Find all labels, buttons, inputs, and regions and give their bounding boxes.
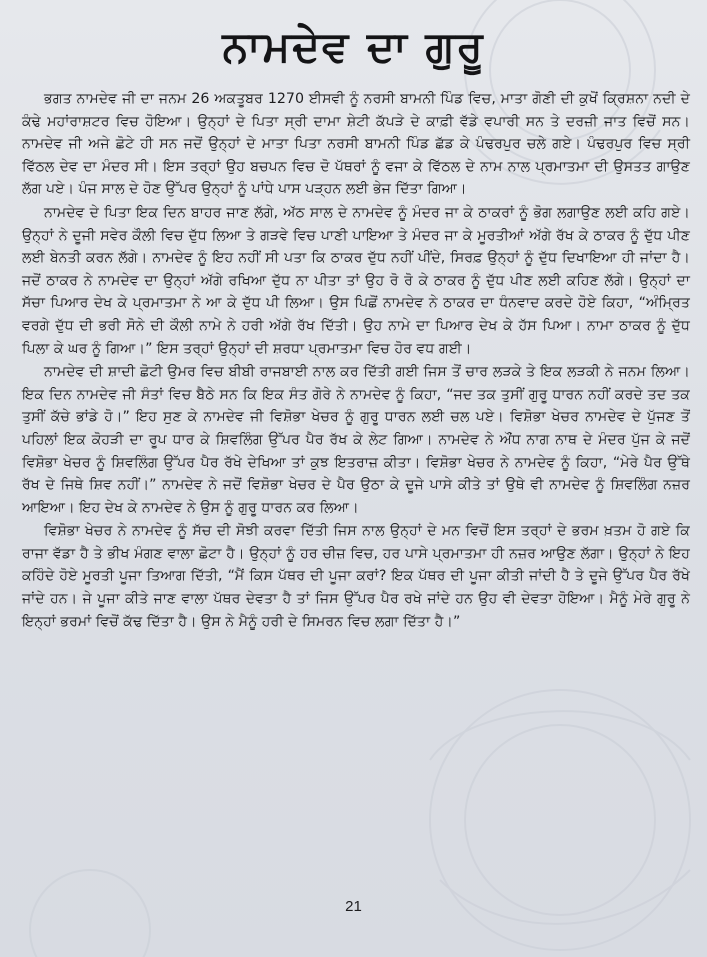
paragraph: ਨਾਮਦੇਵ ਦੇ ਪਿਤਾ ਇਕ ਦਿਨ ਬਾਹਰ ਜਾਣ ਲੱਗੇ, ਅੱਠ ਸਾਲ ਦੇ ਨਾਮਦੇਵ ਨੂੰ ਮੰਦਰ ਜਾ ਕੇ ਠਾਕਰਾਂ ਨੂੰ ਭੋਗ ਲਗਾਉਣ ਲਈ ਕਹਿ ਗਏ। ਉਨ੍ਹਾਂ ਨੇ ਦੂਜੀ ਸਵੇਰ ਕੌਲੀ ਵਿਚ ਦੁੱਧ ਲਿਆ ਤੇ ਗੜਵੇ ਵਿਚ ਪਾਣੀ ਪਾਇਆ ਤੇ ਮੰਦਰ ਜਾ ਕੇ ਮੂਰਤੀਆਂ ਅੱਗੇ ਰੱਖ ਕੇ ਠਾਕਰ ਨੂੰ ਦੁੱਧ ਪੀਣ ਲਈ ਬੇਨਤੀ ਕਰਨ ਲੱਗੇ। ਨਾਮਦੇਵ ਨੂੰ ਇਹ ਨਹੀਂ ਸੀ ਪਤਾ ਕਿ ਠਾਕਰ ਦੁੱਧ ਨਹੀਂ ਪੀਂਦੇ, ਸਿਰਫ਼ ਉਨ੍ਹਾਂ ਨੂੰ ਦੁੱਧ ਦਿਖਾਇਆ ਹੀ ਜਾਂਦਾ ਹੈ। ਜਦੋਂ ਠਾਕਰ ਨੇ ਨਾਮਦੇਵ ਦਾ ਉਨ੍ਹਾਂ ਅੱਗੇ ਰਖਿਆ ਦੁੱਧ ਨਾ ਪੀਤਾ ਤਾਂ ਉਹ ਰੋ ਰੋ ਕੇ ਠਾਕਰ ਨੂੰ ਦੁੱਧ ਪੀਣ ਲਈ ਕਹਿਣ ਲੱਗੇ। ਉਨ੍ਹਾਂ ਦਾ ਸੱਚਾ ਪਿਆਰ ਦੇਖ ਕੇ ਪ੍ਰਮਾਤਮਾ ਨੇ ਆ ਕੇ ਦੁੱਧ ਪੀ ਲਿਆ। ਉਸ ਪਿਛੋਂ ਨਾਮਦੇਵ ਨੇ ਠਾਕਰ ਦਾ ਧੰਨਵਾਦ ਕਰਦੇ ਹੋਏ ਕਿਹਾ, “ਅੰਮ੍ਰਿਤ ਵਰਗੇ ਦੁੱਧ ਦੀ ਭਰੀ ਸੋਨੇ ਦੀ ਕੌਲੀ ਨਾਮੇ ਨੇ ਹਰੀ ਅੱਗੇ ਰੱਖ ਦਿੱਤੀ। ਉਹ ਨਾਮੇ ਦਾ ਪਿਆਰ ਦੇਖ ਕੇ ਹੱਸ ਪਿਆ। ਨਾਮਾ ਠਾਕਰ ਨੂੰ ਦੁੱਧ ਪਿਲਾ ਕੇ ਘਰ ਨੂੰ ਗਿਆ।” ਇਸ ਤਰ੍ਹਾਂ ਉਨ੍ਹਾਂ ਦੀ ਸ਼ਰਧਾ ਪ੍ਰਮਾਤਮਾ ਵਿਚ ਹੋਰ ਵਧ ਗਈ। (22, 204, 690, 357)
paragraph: ਵਿਸ਼ੋਭਾ ਖੇਚਰ ਨੇ ਨਾਮਦੇਵ ਨੂੰ ਸੱਚ ਦੀ ਸੋਝੀ ਕਰਵਾ ਦਿੱਤੀ ਜਿਸ ਨਾਲ ਉਨ੍ਹਾਂ ਦੇ ਮਨ ਵਿਚੋਂ ਇਸ ਤਰ੍ਹਾਂ ਦੇ ਭਰਮ ਖ਼ਤਮ ਹੋ ਗਏ ਕਿ ਰਾਜਾ ਵੱਡਾ ਹੈ ਤੇ ਭੀਖ ਮੰਗਣ ਵਾਲਾ ਛੋਟਾ ਹੈ। ਉਨ੍ਹਾਂ ਨੂੰ ਹਰ ਚੀਜ਼ ਵਿਚ, ਹਰ ਪਾਸੇ ਪ੍ਰਮਾਤਮਾ ਹੀ ਨਜ਼ਰ ਆਉਣ ਲੱਗਾ। ਉਨ੍ਹਾਂ ਨੇ ਇਹ ਕਹਿੰਦੇ ਹੋਏ ਮੂਰਤੀ ਪੂਜਾ ਤਿਆਗ ਦਿੱਤੀ, “ਮੈਂ ਕਿਸ ਪੱਥਰ ਦੀ ਪੂਜਾ ਕਰਾਂ? ਇਕ ਪੱਥਰ ਦੀ ਪੂਜਾ ਕੀਤੀ ਜਾਂਦੀ ਹੈ ਤੇ ਦੂਜੇ ਉੱਪਰ ਪੈਰ ਰੱਖੇ ਜਾਂਦੇ ਹਨ। ਜੇ ਪੂਜਾ ਕੀਤੇ ਜਾਣ ਵਾਲਾ ਪੱਥਰ ਦੇਵਤਾ ਹੈ ਤਾਂ ਜਿਸ ਉੱਪਰ ਪੈਰ ਰਖੇ ਜਾਂਦੇ ਹਨ ਉਹ ਵੀ ਦੇਵਤਾ ਹੋਇਆ। ਮੈਨੂੰ ਮੇਰੇ ਗੁਰੂ ਨੇ ਇਨ੍ਹਾਂ ਭਰਮਾਂ ਵਿਚੋਂ ਕੱਢ ਦਿੱਤਾ ਹੈ। ਉਸ ਨੇ ਮੈਨੂੰ ਹਰੀ ਦੇ ਸਿਮਰਨ ਵਿਚ ਲਗਾ ਦਿੱਤਾ ਹੈ।” (22, 523, 690, 630)
page-title: ਨਾਮਦੇਵ ਦਾ ਗੁਰੂ (222, 22, 485, 71)
paragraph: ਨਾਮਦੇਵ ਦੀ ਸ਼ਾਦੀ ਛੋਟੀ ਉਮਰ ਵਿਚ ਬੀਬੀ ਰਾਜਬਾਈ ਨਾਲ ਕਰ ਦਿੱਤੀ ਗਈ ਜਿਸ ਤੋਂ ਚਾਰ ਲੜਕੇ ਤੇ ਇਕ ਲੜਕੀ ਨੇ ਜਨਮ ਲਿਆ। ਇਕ ਦਿਨ ਨਾਮਦੇਵ ਜੀ ਸੰਤਾਂ ਵਿਚ ਬੈਠੇ ਸਨ ਕਿ ਇਕ ਸੰਤ ਗੋਰੇ ਨੇ ਨਾਮਦੇਵ ਨੂੰ ਕਿਹਾ, “ਜਦ ਤਕ ਤੁਸੀਂ ਗੁਰੂ ਧਾਰਨ ਨਹੀਂ ਕਰਦੇ ਤਦ ਤਕ ਤੁਸੀਂ ਕੱਚੇ ਭਾਂਡੇ ਹੋ।” ਇਹ ਸੁਣ ਕੇ ਨਾਮਦੇਵ ਜੀ ਵਿਸ਼ੋਭਾ ਖੇਚਰ ਨੂੰ ਗੁਰੂ ਧਾਰਨ ਲਈ ਚਲ ਪਏ। ਵਿਸ਼ੋਭਾ ਖੇਚਰ ਨਾਮਦੇਵ ਦੇ ਪੁੱਜਣ ਤੋਂ ਪਹਿਲਾਂ ਇਕ ਕੋਹੜੀ ਦਾ ਰੂਪ ਧਾਰ ਕੇ ਸ਼ਿਵਲਿੰਗ ਉੱਪਰ ਪੈਰ ਰੱਖ ਕੇ ਲੇਟ ਗਿਆ। ਨਾਮਦੇਵ ਨੇ ਔਂਧ ਨਾਗ ਨਾਥ ਦੇ ਮੰਦਰ ਪੁੱਜ ਕੇ ਜਦੋਂ ਵਿਸ਼ੋਭਾ ਖੇਚਰ ਨੂੰ ਸ਼ਿਵਲਿੰਗ ਉੱਪਰ ਪੈਰ ਰੱਖੇ ਦੇਖਿਆ ਤਾਂ ਕੁਝ ਇਤਰਾਜ਼ ਕੀਤਾ। ਵਿਸ਼ੋਭਾ ਖੇਚਰ ਨੇ ਨਾਮਦੇਵ ਨੂੰ ਕਿਹਾ, “ਮੇਰੇ ਪੈਰ ਉੱਥੇ ਰੱਖ ਦੇ ਜਿਥੇ ਸ਼ਿਵ ਨਹੀਂ।” ਨਾਮਦੇਵ ਨੇ ਜਦੋਂ ਵਿਸ਼ੋਭਾ ਖੇਚਰ ਦੇ ਪੈਰ ਉਠਾ ਕੇ ਦੂਜੇ ਪਾਸੇ ਕੀਤੇ ਤਾਂ ਉਥੇ ਵੀ ਨਾਮਦੇਵ ਨੂੰ ਸ਼ਿਵਲਿੰਗ ਨਜ਼ਰ ਆਇਆ। ਇਹ ਦੇਖ ਕੇ ਨਾਮਦੇਵ ਨੇ ਉਸ ਨੂੰ ਗੁਰੂ ਧਾਰਨ ਕਰ ਲਿਆ। (22, 364, 690, 516)
body-text (22, 88, 690, 634)
paragraph: ਭਗਤ ਨਾਮਦੇਵ ਜੀ ਦਾ ਜਨਮ 26 ਅਕਤੂਬਰ 1270 ਈਸਵੀ ਨੂੰ ਨਰਸੀ ਬਾਮਨੀ ਪਿੰਡ ਵਿਚ, ਮਾਤਾ ਗੋਣੀ ਦੀ ਕੁਖੋਂ ਕ੍ਰਿਸ਼ਨਾ ਨਦੀ ਦੇ ਕੰਢੇ ਮਹਾਂਰਾਸ਼ਟਰ ਵਿਚ ਹੋਇਆ। ਉਨ੍ਹਾਂ ਦੇ ਪਿਤਾ ਸ੍ਰੀ ਦਾਮਾ ਸ਼ੇਟੀ ਕੱਪੜੇ ਦੇ ਕਾਫ਼ੀ ਵੱਡੇ ਵਪਾਰੀ ਸਨ ਤੇ ਦਰਜ਼ੀ ਜਾਤ ਵਿਚੋਂ ਸਨ। ਨਾਮਦੇਵ ਜੀ ਅਜੇ ਛੋਟੇ ਹੀ ਸਨ ਜਦੋਂ ਉਨ੍ਹਾਂ ਦੇ ਮਾਤਾ ਪਿਤਾ ਨਰਸੀ ਬਾਮਨੀ ਪਿੰਡ ਛੱਡ ਕੇ ਪੰਢਰਪੁਰ ਚਲੇ ਗਏ। ਪੰਢਰਪੁਰ ਵਿਚ ਸ੍ਰੀ ਵਿੱਠਲ ਦੇਵ ਦਾ ਮੰਦਰ ਸੀ। ਇਸ ਤਰ੍ਹਾਂ ਉਹ ਬਚਪਨ ਵਿਚ ਦੋ ਪੱਥਰਾਂ ਨੂੰ ਵਜਾ ਕੇ ਵਿੱਠਲ ਦੇ ਨਾਮ ਨਾਲ ਪ੍ਰਮਾਤਮਾ ਦੀ ਉਸਤਤ ਗਾਉਣ ਲੱਗ ਪਏ। ਪੰਜ ਸਾਲ ਦੇ ਹੋਣ ਉੱਪਰ ਉਨ੍ਹਾਂ ਨੂੰ ਪਾਂਧੇ ਪਾਸ ਪੜ੍ਹਨ ਲਈ ਭੇਜ ਦਿੱਤਾ ਗਿਆ। (22, 91, 690, 198)
page-number: 21 (345, 898, 362, 915)
